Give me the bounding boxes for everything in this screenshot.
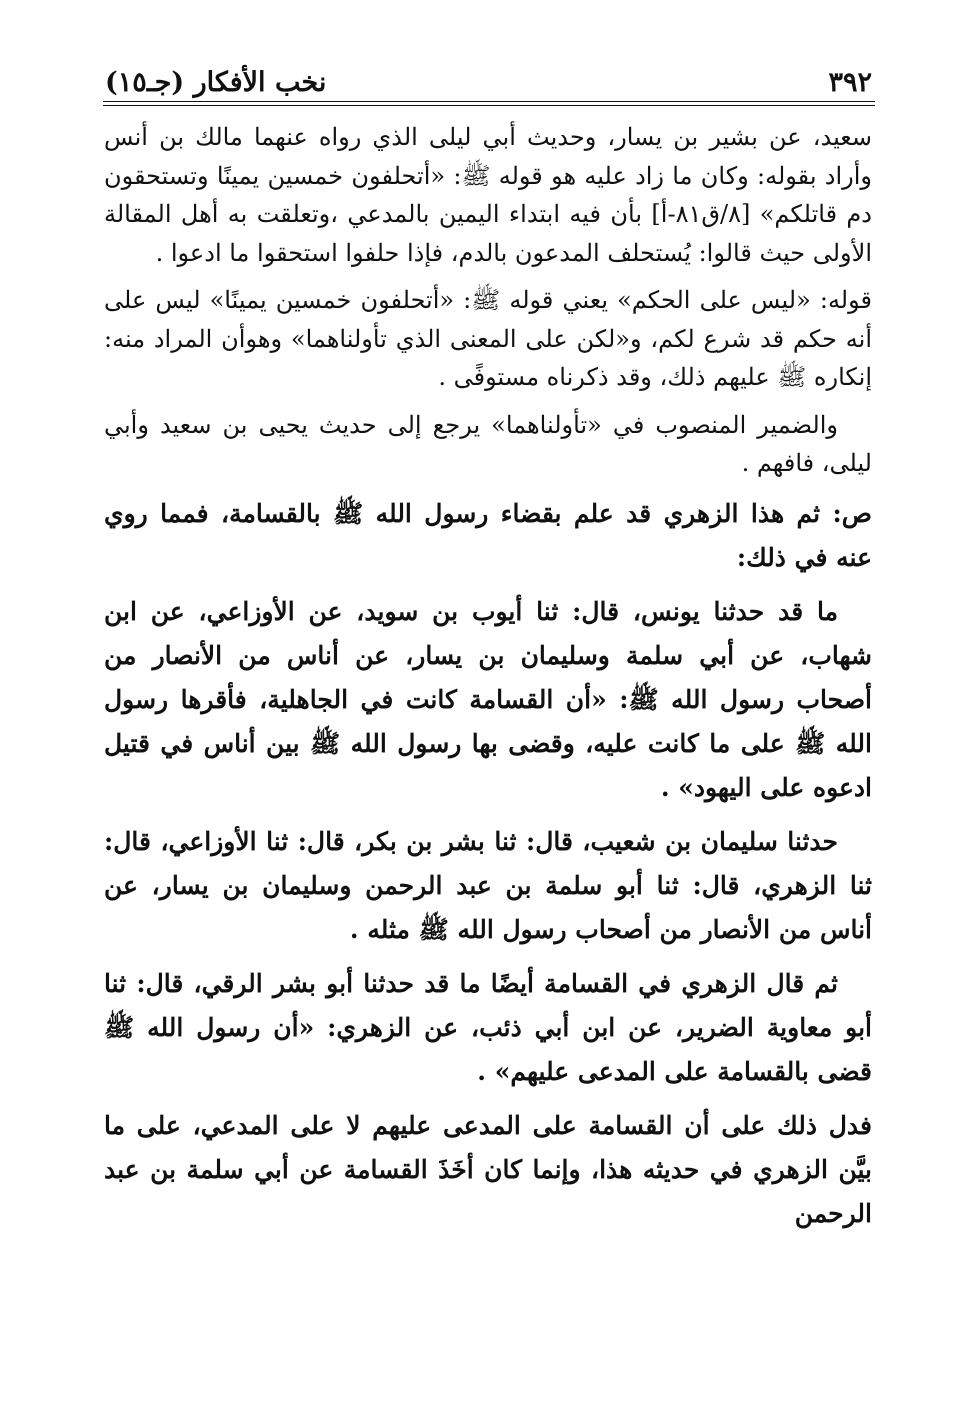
- commentary-paragraph: والضمير المنصوب في «تأولناهما» يرجع إلى حديث يحيى بن سعيد وأبي ليلى، فافهم .: [104, 410, 872, 477]
- header-rule: [103, 101, 875, 102]
- page-header: [105, 52, 872, 98]
- book-title: نخب الأفكار (جـ١٥): [105, 67, 327, 98]
- commentary-paragraph: قوله: «ليس على الحكم» يعني قوله ﷺ: «أتحلفون خمسين يمينًا» ليس على أنه حكم قد شرع لكم، و«لكن على المعنى الذي تأولناهما» وهوأن المراد منه: إنكاره ﷺ عليهم ذلك، وقد ذكرناه مستوفًى .: [104, 286, 872, 391]
- matn-paragraph: حدثنا سليمان بن شعيب، قال: ثنا بشر بن بكر، قال: ثنا الأوزاعي، قال: ثنا الزهري، قال: ثنا أبو سلمة بن عبد الرحمن وسليمان بن يسار، عن أناس من الأنصار من أصحاب رسول الله ﷺ مثله .: [104, 826, 872, 944]
- page-body: [104, 118, 872, 1246]
- commentary-paragraph: سعيد، عن بشير بن يسار، وحديث أبي ليلى الذي رواه عنهما مالك بن أنس وأراد بقوله: وكان ما زاد عليه هو قوله ﷺ: «أتحلفون خمسين يمينًا وتستحقون دم قاتلكم» [٨/ق٨١-أ] بأن فيه ابتداء اليمين بالمدعي ،وتعلقت به أهل المقالة الأولى حيث قالوا: يُستحلف المدعون بالدم، فإذا حلفوا استحقوا ما ادعوا .: [104, 123, 872, 267]
- matn-paragraph: فدل ذلك على أن القسامة على المدعى عليهم لا على المدعي، على ما بيَّن الزهري في حديثه هذا، وإنما كان أخَذَ القسامة عن أبي سلمة بن عبد الرحمن: [104, 1110, 872, 1228]
- matn-paragraph: ما قد حدثنا يونس، قال: ثنا أيوب بن سويد، عن الأوزاعي، عن ابن شهاب، عن أبي سلمة وسليمان بن يسار، عن أناس من الأنصار من أصحاب رسول الله ﷺ: «أن القسامة كانت في الجاهلية، فأقرها رسول الله ﷺ على ما كانت عليه، وقضى بها رسول الله ﷺ بين أناس في قتيل ادعوه على اليهود» .: [104, 596, 872, 802]
- page-number: ٣٩٢: [828, 67, 872, 98]
- matn-paragraph: ثم قال الزهري في القسامة أيضًا ما قد حدثنا أبو بشر الرقي، قال: ثنا أبو معاوية الضرير، عن ابن أبي ذئب، عن الزهري: «أن رسول الله ﷺ قضى بالقسامة على المدعى عليهم» .: [104, 968, 872, 1086]
- header-rule-thin: [103, 105, 875, 106]
- matn-heading-paragraph: ص: ثم هذا الزهري قد علم بقضاء رسول الله ﷺ بالقسامة، فمما روي عنه في ذلك:: [104, 498, 872, 572]
